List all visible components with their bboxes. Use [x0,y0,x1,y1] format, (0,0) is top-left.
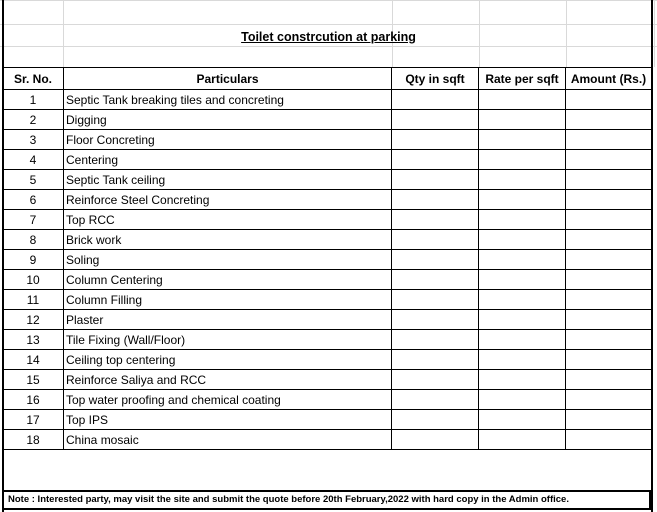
qty-cell[interactable] [392,290,479,310]
qty-cell[interactable] [392,210,479,230]
sr-no-cell: 10 [3,270,64,290]
qty-cell[interactable] [392,110,479,130]
particulars-cell: Reinforce Steel Concreting [64,190,392,210]
qty-cell[interactable] [392,270,479,290]
rate-cell[interactable] [479,170,566,190]
table-row [3,290,652,310]
particulars-cell: Brick work [64,230,392,250]
sr-no-cell: 2 [3,110,64,130]
amount-cell[interactable] [566,170,652,190]
rate-cell[interactable] [479,250,566,270]
qty-cell[interactable] [392,430,479,450]
sr-no-cell: 12 [3,310,64,330]
qty-cell[interactable] [392,410,479,430]
particulars-cell: Column Centering [64,270,392,290]
particulars-cell: Reinforce Saliya and RCC [64,370,392,390]
qty-cell[interactable] [392,330,479,350]
qty-cell[interactable] [392,250,479,270]
qty-cell[interactable] [392,310,479,330]
table-row [3,210,652,230]
quotation-table [2,67,652,450]
table-row [3,90,652,110]
table-row [3,150,652,170]
table-row [3,330,652,350]
rate-cell[interactable] [479,350,566,370]
amount-cell[interactable] [566,210,652,230]
rate-cell[interactable] [479,330,566,350]
sr-no-cell: 14 [3,350,64,370]
table-row [3,410,652,430]
amount-cell[interactable] [566,430,652,450]
particulars-cell: Ceiling top centering [64,350,392,370]
particulars-cell: Tile Fixing (Wall/Floor) [64,330,392,350]
particulars-cell: Column Filling [64,290,392,310]
table-row [3,230,652,250]
table-row [3,370,652,390]
rate-cell[interactable] [479,90,566,110]
rate-cell[interactable] [479,370,566,390]
particulars-cell: Top water proofing and chemical coating [64,390,392,410]
amount-cell[interactable] [566,350,652,370]
particulars-cell: Centering [64,150,392,170]
rate-cell[interactable] [479,110,566,130]
sr-no-cell: 18 [3,430,64,450]
sr-no-cell: 9 [3,250,64,270]
table-row [3,110,652,130]
qty-cell[interactable] [392,370,479,390]
col-header-amount: Amount (Rs.) [566,68,652,90]
particulars-cell: Top RCC [64,210,392,230]
amount-cell[interactable] [566,310,652,330]
gridline [0,46,657,47]
qty-cell[interactable] [392,190,479,210]
amount-cell[interactable] [566,110,652,130]
sr-no-cell: 15 [3,370,64,390]
sr-no-cell: 6 [3,190,64,210]
amount-cell[interactable] [566,330,652,350]
rate-cell[interactable] [479,410,566,430]
amount-cell[interactable] [566,390,652,410]
qty-cell[interactable] [392,90,479,110]
document-title: Toilet constrcution at parking [241,30,416,44]
table-row [3,190,652,210]
rate-cell[interactable] [479,290,566,310]
rate-cell[interactable] [479,310,566,330]
col-header-sr-no: Sr. No. [3,68,64,90]
rate-cell[interactable] [479,150,566,170]
table-header-row [3,68,652,90]
particulars-cell: Top IPS [64,410,392,430]
rate-cell[interactable] [479,190,566,210]
particulars-cell: Floor Concreting [64,130,392,150]
particulars-cell: Plaster [64,310,392,330]
particulars-cell: Septic Tank ceiling [64,170,392,190]
amount-cell[interactable] [566,150,652,170]
qty-cell[interactable] [392,230,479,250]
rate-cell[interactable] [479,130,566,150]
sr-no-cell: 7 [3,210,64,230]
particulars-cell: China mosaic [64,430,392,450]
sr-no-cell: 17 [3,410,64,430]
sr-no-cell: 16 [3,390,64,410]
amount-cell[interactable] [566,90,652,110]
col-header-particulars: Particulars [64,68,392,90]
sr-no-cell: 13 [3,330,64,350]
qty-cell[interactable] [392,130,479,150]
note-text: Note : Interested party, may visit the site and submit the quote before 20th February,2022 with hard copy in the Admin office. [2,490,651,510]
table-row [3,310,652,330]
particulars-cell: Septic Tank breaking tiles and concreting [64,90,392,110]
gridline [0,0,657,1]
sr-no-cell: 11 [3,290,64,310]
table-row [3,430,652,450]
gridline [0,24,657,25]
qty-cell[interactable] [392,150,479,170]
rate-cell[interactable] [479,230,566,250]
col-header-qty: Qty in sqft [392,68,479,90]
table-row [3,350,652,370]
table-row [3,390,652,410]
table-row [3,170,652,190]
qty-cell[interactable] [392,390,479,410]
amount-cell[interactable] [566,130,652,150]
sr-no-cell: 1 [3,90,64,110]
particulars-cell: Soling [64,250,392,270]
sr-no-cell: 8 [3,230,64,250]
col-header-rate: Rate per sqft [479,68,566,90]
rate-cell[interactable] [479,270,566,290]
amount-cell[interactable] [566,230,652,250]
rate-cell[interactable] [479,210,566,230]
amount-cell[interactable] [566,190,652,210]
amount-cell[interactable] [566,370,652,390]
amount-cell[interactable] [566,290,652,310]
table-row [3,270,652,290]
rate-cell[interactable] [479,390,566,410]
rate-cell[interactable] [479,430,566,450]
qty-cell[interactable] [392,170,479,190]
table-row [3,130,652,150]
qty-cell[interactable] [392,350,479,370]
sr-no-cell: 4 [3,150,64,170]
amount-cell[interactable] [566,250,652,270]
amount-cell[interactable] [566,410,652,430]
sr-no-cell: 5 [3,170,64,190]
amount-cell[interactable] [566,270,652,290]
sr-no-cell: 3 [3,130,64,150]
table-row [3,250,652,270]
particulars-cell: Digging [64,110,392,130]
